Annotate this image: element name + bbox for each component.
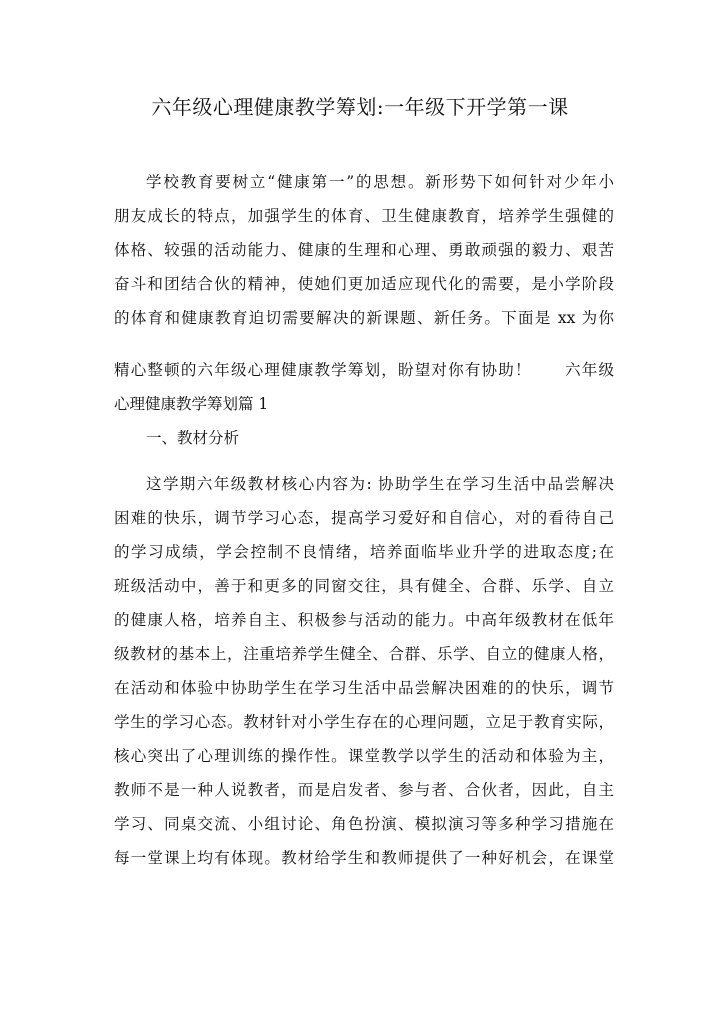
body-line: 朋友成长的特点，加强学生的体育、卫生健康教育，培养学生强健的 — [114, 207, 614, 225]
body-line: 的学习成绩，学会控制不良情绪，培养面临毕业升学的进取态度;在 — [114, 543, 614, 561]
body-line: 教师不是一种人说教者，而是启发者、参与者、合伙者，因此，自主 — [114, 781, 614, 799]
body-line: 在活动和体验中协助学生在学习生活中品尝解决困难的的快乐，调节 — [114, 679, 614, 697]
body-line: 核心突出了心理训练的操作性。课堂教学以学生的活动和体验为主， — [114, 747, 614, 765]
body-line: 每一堂课上均有体现。教材给学生和教师提供了一种好机会，在课堂 — [114, 849, 614, 867]
body-line: 级教材的基本上，注重培养学生健全、合群、乐学、自立的健康人格， — [114, 645, 614, 663]
body-line: 奋斗和团结合伙的精神，使她们更加适应现代化的需要，是小学阶段 — [114, 275, 614, 293]
body-line: 的健康人格，培养自主、积极参与活动的能力。中高年级教材在低年 — [114, 611, 614, 629]
body-line: 班级活动中，善于和更多的同窗交往，具有健全、合群、乐学、自立 — [114, 577, 614, 595]
body-line: 的体育和健康教育迫切需要解决的新课题、新任务。下面是 xx 为你 — [114, 309, 614, 327]
body-line: 体格、较强的活动能力、健康的生理和心理、勇敢顽强的毅力、艰苦 — [114, 241, 614, 259]
body-line: 困难的快乐，调节学习心态，提高学习爱好和自信心，对的看待自己 — [114, 509, 614, 527]
body-line: 学生的学习心态。教材针对小学生存在的心理问题，立足于教育实际， — [114, 713, 614, 731]
body-line: 这学期六年级教材核心内容为: 协助学生在学习生活中品尝解决 — [146, 475, 614, 493]
body-line: 心理健康教学筹划篇 1 — [114, 395, 269, 413]
body-line: 精心整顿的六年级心理健康教学筹划，盼望对你有协助！ 六年级 — [114, 361, 614, 379]
document-title: 六年级心理健康教学筹划:一年级下开学第一课 — [151, 95, 569, 119]
section-heading: 一、教材分析 — [146, 429, 240, 447]
body-line: 学习、同桌交流、小组讨论、角色扮演、模拟演习等多种学习措施在 — [114, 815, 614, 833]
body-line: 学校教育要树立“健康第一”的思想。新形势下如何针对少年小 — [146, 173, 614, 191]
